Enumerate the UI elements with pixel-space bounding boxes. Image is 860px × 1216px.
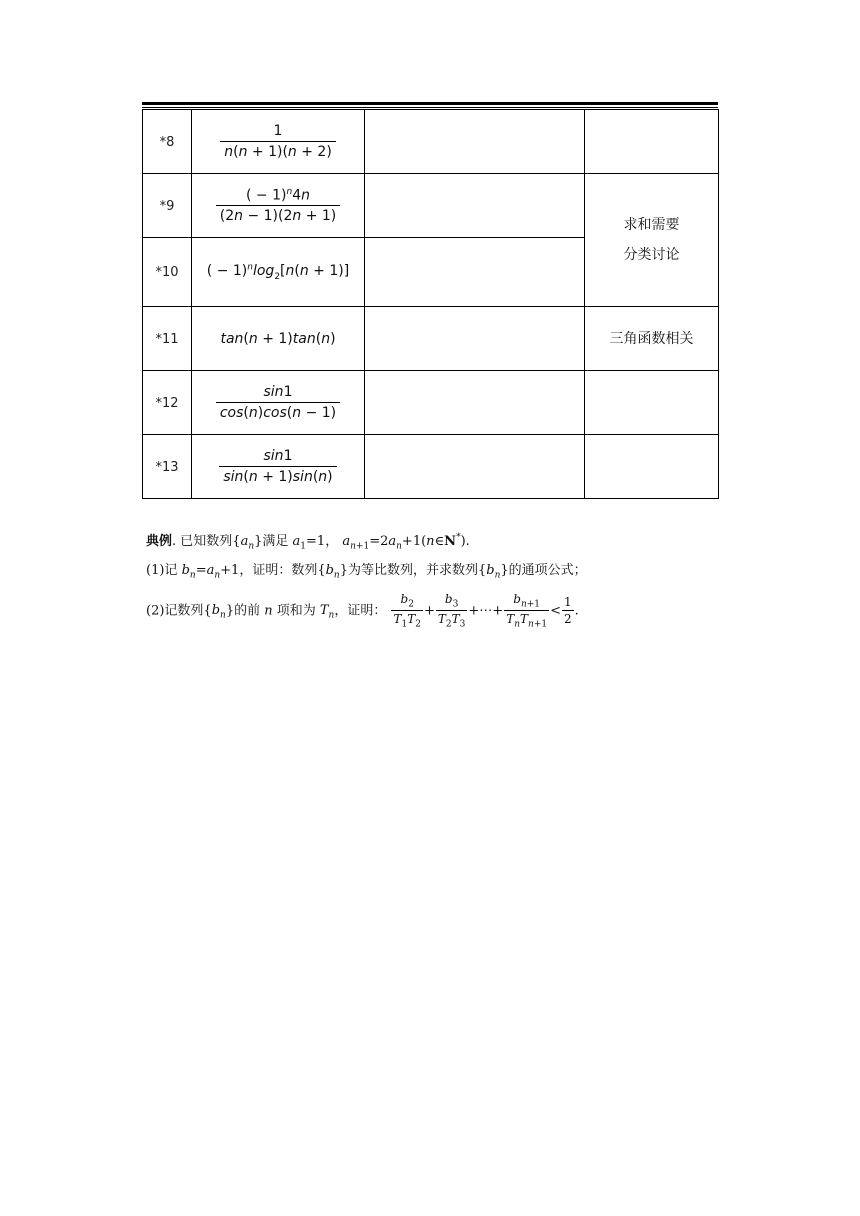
table-row	[143, 307, 719, 371]
note-cell	[585, 371, 719, 435]
fraction: $\frac{\sin 1}{\sin(n + 1)\sin(n)}$	[219, 448, 336, 485]
example-part-2: (2)记数列$\{b_n\}$的前 n 项和为 $T_n$，证明： $\frac{b_2}{T_1T_2}$ + $\frac{b_3}{T_2T_3}$ +⋯+ $b_{n+1}$ $T_nT_{n+1}$ < $\frac{1}{2}$ .	[146, 592, 579, 630]
table-row	[143, 174, 719, 238]
formula-cell: ( − $1)^n\log_2[n(n + 1)]$	[192, 238, 365, 307]
summation-table	[142, 109, 719, 499]
fraction: $b_{n+1}$ $T_nT_{n+1}$	[506, 592, 548, 630]
note-cell: 三角函数相关	[585, 307, 719, 371]
row-number: *13	[143, 435, 192, 499]
table-top-rule-thick	[142, 102, 718, 105]
formula-cell	[192, 371, 365, 435]
empty-cell	[365, 435, 585, 499]
empty-cell	[365, 110, 585, 174]
row-number: *12	[143, 371, 192, 435]
fraction: $\frac{b_2}{T_1T_2}$	[393, 592, 421, 630]
row-number: *10	[143, 238, 192, 307]
note-cell	[585, 435, 719, 499]
table-row	[143, 110, 719, 174]
formula-cell	[192, 174, 365, 238]
empty-cell	[365, 174, 585, 238]
fraction-one-half: $\frac{1}{2}$	[564, 595, 572, 627]
example-intro: 典例. 已知数列$\{a_n\}$满足 $a_1=1$， $a_{n+1}=2a_n+1(n\in N^*)$.	[146, 532, 470, 552]
fraction: $\frac{\sin 1}{\cos(n)\cos(n - 1)}$	[216, 384, 340, 421]
table-row	[143, 371, 719, 435]
formula-cell: tan(n + 1)tan(n)	[192, 307, 365, 371]
table-row	[143, 435, 719, 499]
table-top-rule-thin	[142, 107, 718, 108]
row-number: *8	[143, 110, 192, 174]
row-number: *11	[143, 307, 192, 371]
formula-cell	[192, 435, 365, 499]
note-line: 分类讨论	[623, 247, 680, 263]
row-number: *9	[143, 174, 192, 238]
empty-cell	[365, 307, 585, 371]
empty-cell	[365, 371, 585, 435]
fraction: $\frac{b_3}{T_2T_3}$	[437, 592, 466, 630]
example-part-1: (1)记 $b_n=a_n+1$，证明：数列$\{b_n\}$为等比数列，并求数列$\{b_n\}$的通项公式；	[146, 563, 587, 581]
merged-note-cell	[585, 174, 719, 307]
empty-cell	[365, 238, 585, 307]
note-line: 求和需要	[623, 217, 680, 233]
formula-cell	[192, 110, 365, 174]
note-cell	[585, 110, 719, 174]
fraction: $\frac{( - 1)^n4n}{(2n - 1)(2n + 1)}$	[216, 187, 341, 225]
fraction: $\frac{1}{n(n + 1)(n + 2)}$	[220, 123, 336, 160]
